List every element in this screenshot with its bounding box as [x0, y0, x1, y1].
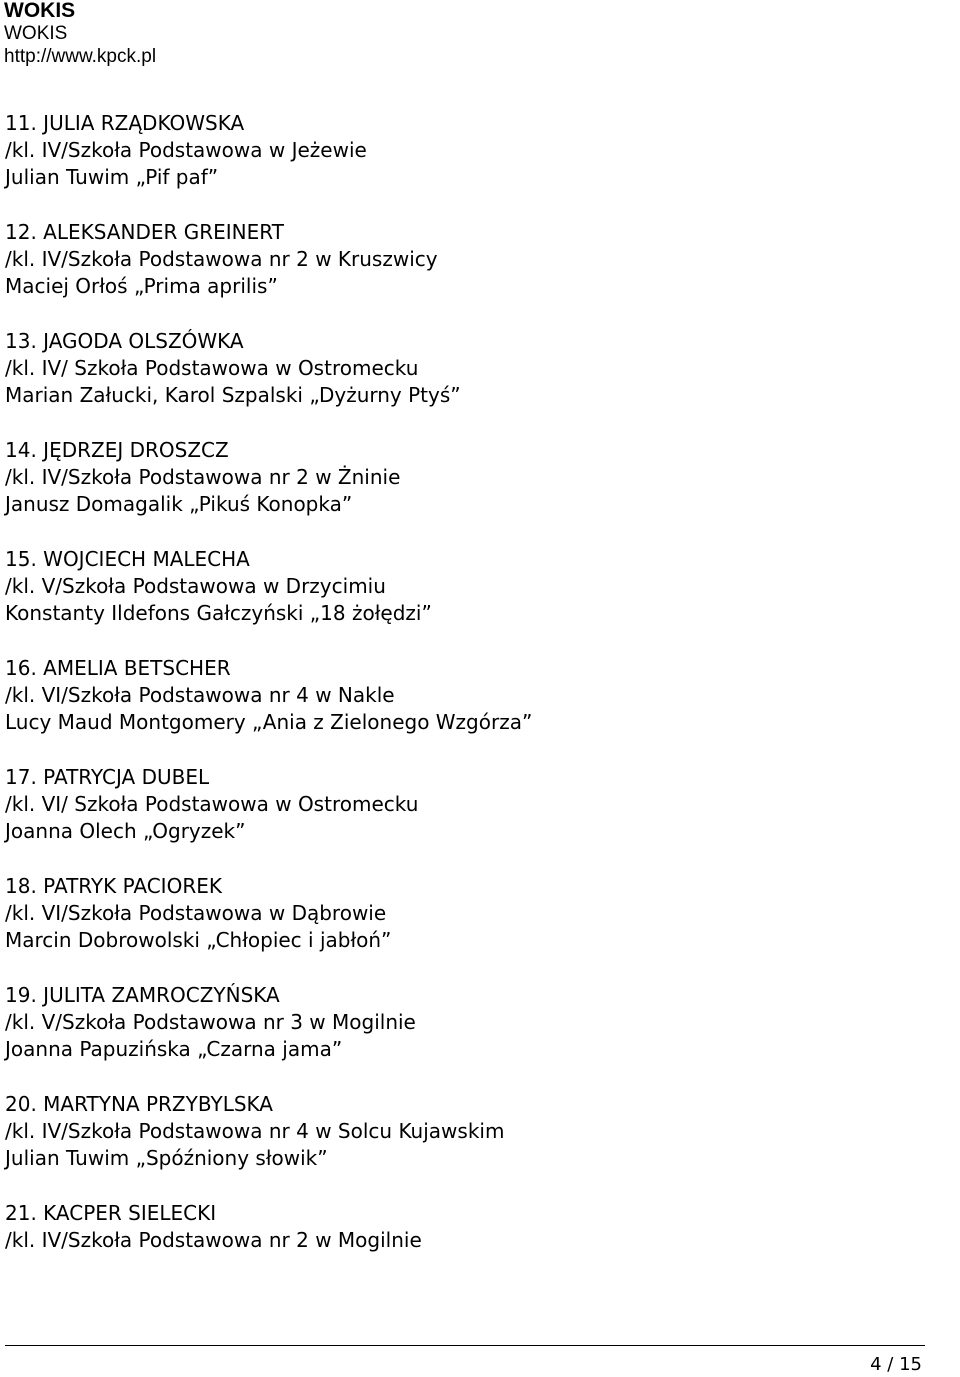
entry-name: 15. WOJCIECH MALECHA: [5, 547, 250, 571]
entry-name: 16. AMELIA BETSCHER: [5, 656, 231, 680]
entry-work: Janusz Domagalik „Pikuś Konopka”: [5, 492, 353, 517]
list-item: [5, 1200, 945, 1254]
list-item: [5, 1091, 945, 1173]
entry-name: 13. JAGODA OLSZÓWKA: [5, 329, 244, 353]
entry-class: /kl. IV/Szkoła Podstawowa w Jeżewie: [5, 138, 367, 163]
entry-work: Maciej Orłoś „Prima aprilis”: [5, 274, 278, 299]
entry-work: Julian Tuwim „Pif paf”: [5, 165, 219, 190]
entry-name: 18. PATRYK PACIOREK: [5, 874, 222, 898]
list-item: [5, 546, 945, 628]
entry-class: /kl. IV/Szkoła Podstawowa nr 2 w Żninie: [5, 465, 401, 490]
entry-class: /kl. IV/Szkoła Podstawowa nr 2 w Kruszwicy: [5, 247, 438, 272]
entry-name: 12. ALEKSANDER GREINERT: [5, 220, 284, 244]
header-title: WOKIS: [4, 0, 76, 22]
entry-work: Marcin Dobrowolski „Chłopiec i jabłoń”: [5, 928, 392, 953]
entries-list: [5, 110, 945, 1282]
entry-name: 19. JULITA ZAMROCZYŃSKA: [5, 983, 280, 1007]
page-number: 4 / 15: [870, 1354, 922, 1375]
list-item: [5, 873, 945, 955]
entry-name: 11. JULIA RZĄDKOWSKA: [5, 111, 245, 135]
list-item: [5, 982, 945, 1064]
entry-work: Konstanty Ildefons Gałczyński „18 żołędzi”: [5, 601, 432, 626]
entry-class: /kl. VI/ Szkoła Podstawowa w Ostromecku: [5, 792, 419, 817]
entry-class: /kl. V/Szkoła Podstawowa w Drzycimiu: [5, 574, 386, 599]
entry-work: Marian Załucki, Karol Szpalski „Dyżurny Ptyś”: [5, 383, 461, 408]
entry-work: Julian Tuwim „Spóźniony słowik”: [5, 1146, 328, 1171]
entry-class: /kl. IV/ Szkoła Podstawowa w Ostromecku: [5, 356, 419, 381]
header-name: WOKIS: [4, 23, 68, 44]
entry-work: Lucy Maud Montgomery „Ania z Zielonego Wzgórza”: [5, 710, 533, 735]
header-url: http://www.kpck.pl: [4, 46, 157, 67]
list-item: [5, 110, 945, 192]
list-item: [5, 219, 945, 301]
entry-class: /kl. IV/Szkoła Podstawowa nr 2 w Mogilnie: [5, 1228, 422, 1253]
list-item: [5, 655, 945, 737]
entry-work: Joanna Papuzińska „Czarna jama”: [5, 1037, 343, 1062]
entry-work: Joanna Olech „Ogryzek”: [5, 819, 246, 844]
entry-class: /kl. VI/Szkoła Podstawowa w Dąbrowie: [5, 901, 387, 926]
entry-name: 17. PATRYCJA DUBEL: [5, 765, 210, 789]
list-item: [5, 437, 945, 519]
list-item: [5, 328, 945, 410]
list-item: [5, 764, 945, 846]
entry-name: 20. MARTYNA PRZYBYLSKA: [5, 1092, 273, 1116]
entry-class: /kl. IV/Szkoła Podstawowa nr 4 w Solcu Kujawskim: [5, 1119, 505, 1144]
entry-class: /kl. VI/Szkoła Podstawowa nr 4 w Nakle: [5, 683, 395, 708]
entry-name: 14. JĘDRZEJ DROSZCZ: [5, 438, 229, 462]
entry-class: /kl. V/Szkoła Podstawowa nr 3 w Mogilnie: [5, 1010, 416, 1035]
entry-name: 21. KACPER SIELECKI: [5, 1201, 217, 1225]
document-header: [4, 0, 156, 68]
footer-divider: [5, 1345, 925, 1346]
